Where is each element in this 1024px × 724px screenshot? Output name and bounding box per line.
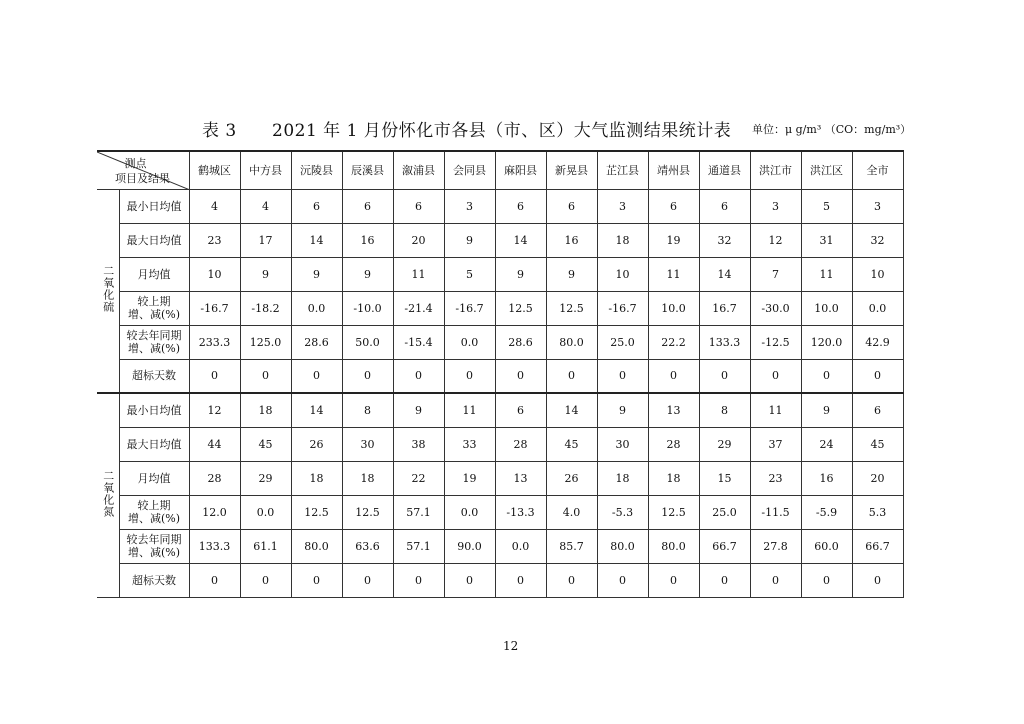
table-row [97, 291, 903, 325]
station-header: 靖州县 [648, 151, 699, 189]
item-label-line: 最小日均值 [126, 199, 182, 213]
value-cell: 0 [495, 563, 546, 597]
value-cell: 63.6 [342, 529, 393, 563]
table-row [97, 529, 903, 563]
value-cell: 0 [393, 563, 444, 597]
item-label-cell [119, 223, 189, 257]
table-row [97, 495, 903, 529]
value-cell: 0 [852, 563, 903, 597]
unit-label: 单位：μ g/m³ （CO：mg/m³） [752, 123, 912, 136]
value-cell: 0 [444, 359, 495, 393]
value-cell: 31 [801, 223, 852, 257]
value-cell: 16.7 [699, 291, 750, 325]
value-cell: 18 [291, 461, 342, 495]
value-cell: 0 [291, 359, 342, 393]
value-cell: 16 [801, 461, 852, 495]
item-label-line: 增、减(%) [127, 308, 181, 321]
table-title: 2021 年 1 月份怀化市各县（市、区）大气监测结果统计表 [272, 121, 732, 141]
value-cell: 5 [801, 189, 852, 223]
value-cell: 38 [393, 427, 444, 461]
value-cell: 33 [444, 427, 495, 461]
value-cell: 9 [240, 257, 291, 291]
item-label-line: 较去年同期 [126, 533, 182, 546]
value-cell: -5.9 [801, 495, 852, 529]
value-cell: 9 [291, 257, 342, 291]
value-cell: 233.3 [189, 325, 240, 359]
value-cell: 18 [597, 223, 648, 257]
item-label-line: 增、减(%) [127, 512, 181, 525]
station-header: 沅陵县 [291, 151, 342, 189]
item-label-cell [119, 325, 189, 359]
value-cell: 29 [240, 461, 291, 495]
value-cell: 9 [597, 393, 648, 427]
value-cell: 25.0 [597, 325, 648, 359]
value-cell: 0.0 [852, 291, 903, 325]
table-row [97, 189, 903, 223]
station-header: 新晃县 [546, 151, 597, 189]
value-cell: 13 [495, 461, 546, 495]
value-cell: 26 [546, 461, 597, 495]
value-cell: 50.0 [342, 325, 393, 359]
page-number: 12 [503, 639, 519, 653]
value-cell: 18 [240, 393, 291, 427]
value-cell: 42.9 [852, 325, 903, 359]
value-cell: 0 [750, 563, 801, 597]
station-header: 通道县 [699, 151, 750, 189]
table-row [97, 427, 903, 461]
value-cell: -16.7 [444, 291, 495, 325]
value-cell: 6 [291, 189, 342, 223]
value-cell: 3 [444, 189, 495, 223]
value-cell: 57.1 [393, 529, 444, 563]
value-cell: 8 [342, 393, 393, 427]
value-cell: 0 [444, 563, 495, 597]
value-cell: 9 [444, 223, 495, 257]
value-cell: 0 [801, 359, 852, 393]
value-cell: 28 [648, 427, 699, 461]
value-cell: 0 [801, 563, 852, 597]
table-row [97, 223, 903, 257]
item-label-cell [119, 393, 189, 427]
value-cell: 85.7 [546, 529, 597, 563]
value-cell: 30 [342, 427, 393, 461]
corner-bottom-label: 项目及结果 [115, 171, 170, 185]
item-label-cell [119, 495, 189, 529]
value-cell: 3 [750, 189, 801, 223]
value-cell: 133.3 [189, 529, 240, 563]
value-cell: 12 [189, 393, 240, 427]
value-cell: 0 [699, 359, 750, 393]
statistics-table [97, 150, 904, 598]
corner-header [97, 151, 189, 189]
value-cell: 18 [342, 461, 393, 495]
item-label-line: 超标天数 [132, 369, 176, 383]
value-cell: 23 [189, 223, 240, 257]
value-cell: 6 [342, 189, 393, 223]
value-cell: 125.0 [240, 325, 291, 359]
value-cell: 14 [291, 223, 342, 257]
value-cell: 9 [546, 257, 597, 291]
item-label-cell [119, 359, 189, 393]
value-cell: 80.0 [648, 529, 699, 563]
value-cell: 80.0 [546, 325, 597, 359]
table-row [97, 393, 903, 427]
value-cell: 0 [189, 359, 240, 393]
value-cell: 22.2 [648, 325, 699, 359]
station-header: 全市 [852, 151, 903, 189]
value-cell: 19 [444, 461, 495, 495]
item-label-cell [119, 257, 189, 291]
value-cell: 28.6 [291, 325, 342, 359]
value-cell: 10.0 [648, 291, 699, 325]
value-cell: 18 [597, 461, 648, 495]
value-cell: 0 [597, 563, 648, 597]
value-cell: 45 [852, 427, 903, 461]
value-cell: 5.3 [852, 495, 903, 529]
item-label-cell [119, 189, 189, 223]
value-cell: 0 [546, 359, 597, 393]
value-cell: -11.5 [750, 495, 801, 529]
item-label-line: 增、减(%) [127, 342, 181, 355]
value-cell: -16.7 [189, 291, 240, 325]
station-header: 会同县 [444, 151, 495, 189]
value-cell: 28 [495, 427, 546, 461]
value-cell: 45 [546, 427, 597, 461]
item-label-line: 较上期 [137, 295, 171, 308]
pollutant-label: 二氧化氮 [101, 469, 115, 518]
item-label-line: 最大日均值 [126, 233, 182, 247]
value-cell: 4 [240, 189, 291, 223]
item-label-cell [119, 427, 189, 461]
value-cell: 3 [852, 189, 903, 223]
value-cell: 0.0 [444, 495, 495, 529]
value-cell: 14 [699, 257, 750, 291]
value-cell: 15 [699, 461, 750, 495]
value-cell: 6 [699, 189, 750, 223]
value-cell: 29 [699, 427, 750, 461]
value-cell: -18.2 [240, 291, 291, 325]
value-cell: -21.4 [393, 291, 444, 325]
value-cell: -10.0 [342, 291, 393, 325]
value-cell: 24 [801, 427, 852, 461]
value-cell: 0 [495, 359, 546, 393]
value-cell: 0 [648, 359, 699, 393]
value-cell: 60.0 [801, 529, 852, 563]
value-cell: 9 [495, 257, 546, 291]
value-cell: 26 [291, 427, 342, 461]
item-label-line: 最大日均值 [126, 437, 182, 451]
value-cell: -13.3 [495, 495, 546, 529]
item-label-cell [119, 461, 189, 495]
value-cell: 11 [393, 257, 444, 291]
value-cell: 11 [648, 257, 699, 291]
item-label-line: 增、减(%) [127, 546, 181, 559]
table-row [97, 257, 903, 291]
value-cell: 133.3 [699, 325, 750, 359]
value-cell: -15.4 [393, 325, 444, 359]
value-cell: 13 [648, 393, 699, 427]
value-cell: 20 [852, 461, 903, 495]
table-row [97, 325, 903, 359]
value-cell: 27.8 [750, 529, 801, 563]
value-cell: 14 [546, 393, 597, 427]
value-cell: 9 [342, 257, 393, 291]
value-cell: 16 [546, 223, 597, 257]
item-label-cell [119, 563, 189, 597]
value-cell: 6 [495, 189, 546, 223]
value-cell: 18 [648, 461, 699, 495]
item-label-line: 最小日均值 [126, 403, 182, 417]
station-header: 麻阳县 [495, 151, 546, 189]
value-cell: 0 [699, 563, 750, 597]
pollutant-cell [97, 189, 119, 393]
value-cell: 6 [393, 189, 444, 223]
pollutant-cell [97, 393, 119, 597]
value-cell: 0 [189, 563, 240, 597]
value-cell: 5 [444, 257, 495, 291]
station-header: 鹤城区 [189, 151, 240, 189]
value-cell: 10 [597, 257, 648, 291]
value-cell: 12.5 [546, 291, 597, 325]
value-cell: 90.0 [444, 529, 495, 563]
value-cell: 32 [699, 223, 750, 257]
value-cell: 9 [393, 393, 444, 427]
value-cell: 12.5 [648, 495, 699, 529]
value-cell: 0 [852, 359, 903, 393]
value-cell: 12.5 [291, 495, 342, 529]
station-header: 洪江市 [750, 151, 801, 189]
value-cell: 28 [189, 461, 240, 495]
value-cell: 4.0 [546, 495, 597, 529]
value-cell: 16 [342, 223, 393, 257]
item-label-line: 月均值 [137, 267, 171, 281]
value-cell: 0.0 [291, 291, 342, 325]
table-row [97, 563, 903, 597]
value-cell: 66.7 [852, 529, 903, 563]
item-label-cell [119, 529, 189, 563]
value-cell: 37 [750, 427, 801, 461]
value-cell: 19 [648, 223, 699, 257]
value-cell: 0.0 [495, 529, 546, 563]
value-cell: 25.0 [699, 495, 750, 529]
item-label-line: 月均值 [137, 471, 171, 485]
value-cell: 12.5 [495, 291, 546, 325]
item-label-line: 超标天数 [132, 573, 176, 587]
value-cell: 0 [291, 563, 342, 597]
value-cell: 10.0 [801, 291, 852, 325]
value-cell: 0 [342, 359, 393, 393]
value-cell: 0.0 [444, 325, 495, 359]
value-cell: 6 [546, 189, 597, 223]
value-cell: 22 [393, 461, 444, 495]
value-cell: 6 [852, 393, 903, 427]
value-cell: 12.0 [189, 495, 240, 529]
value-cell: 17 [240, 223, 291, 257]
value-cell: 32 [852, 223, 903, 257]
table-row [97, 461, 903, 495]
value-cell: 20 [393, 223, 444, 257]
value-cell: 0 [750, 359, 801, 393]
value-cell: 4 [189, 189, 240, 223]
value-cell: -12.5 [750, 325, 801, 359]
value-cell: 80.0 [597, 529, 648, 563]
value-cell: 0 [342, 563, 393, 597]
value-cell: -16.7 [597, 291, 648, 325]
value-cell: 61.1 [240, 529, 291, 563]
value-cell: 0 [648, 563, 699, 597]
table-row [97, 359, 903, 393]
value-cell: 7 [750, 257, 801, 291]
value-cell: 45 [240, 427, 291, 461]
value-cell: 14 [495, 223, 546, 257]
value-cell: 0 [393, 359, 444, 393]
value-cell: 8 [699, 393, 750, 427]
value-cell: 11 [444, 393, 495, 427]
value-cell: 0 [546, 563, 597, 597]
value-cell: 14 [291, 393, 342, 427]
value-cell: 6 [495, 393, 546, 427]
station-header: 中方县 [240, 151, 291, 189]
value-cell: 6 [648, 189, 699, 223]
value-cell: 9 [801, 393, 852, 427]
corner-top-label: 测点 [124, 157, 147, 170]
value-cell: -30.0 [750, 291, 801, 325]
station-header: 溆浦县 [393, 151, 444, 189]
station-header: 芷江县 [597, 151, 648, 189]
value-cell: 23 [750, 461, 801, 495]
value-cell: 12 [750, 223, 801, 257]
pollutant-label: 二氧化硫 [101, 265, 115, 314]
value-cell: 10 [189, 257, 240, 291]
value-cell: -5.3 [597, 495, 648, 529]
station-header: 洪江区 [801, 151, 852, 189]
value-cell: 11 [801, 257, 852, 291]
value-cell: 3 [597, 189, 648, 223]
value-cell: 28.6 [495, 325, 546, 359]
item-label-cell [119, 291, 189, 325]
value-cell: 12.5 [342, 495, 393, 529]
item-label-line: 较去年同期 [126, 329, 182, 342]
value-cell: 44 [189, 427, 240, 461]
value-cell: 0.0 [240, 495, 291, 529]
item-label-line: 较上期 [137, 499, 171, 512]
value-cell: 30 [597, 427, 648, 461]
value-cell: 10 [852, 257, 903, 291]
station-header: 辰溪县 [342, 151, 393, 189]
table-number: 表 3 [202, 121, 237, 141]
value-cell: 0 [597, 359, 648, 393]
value-cell: 120.0 [801, 325, 852, 359]
value-cell: 66.7 [699, 529, 750, 563]
value-cell: 11 [750, 393, 801, 427]
value-cell: 80.0 [291, 529, 342, 563]
value-cell: 57.1 [393, 495, 444, 529]
value-cell: 0 [240, 563, 291, 597]
value-cell: 0 [240, 359, 291, 393]
